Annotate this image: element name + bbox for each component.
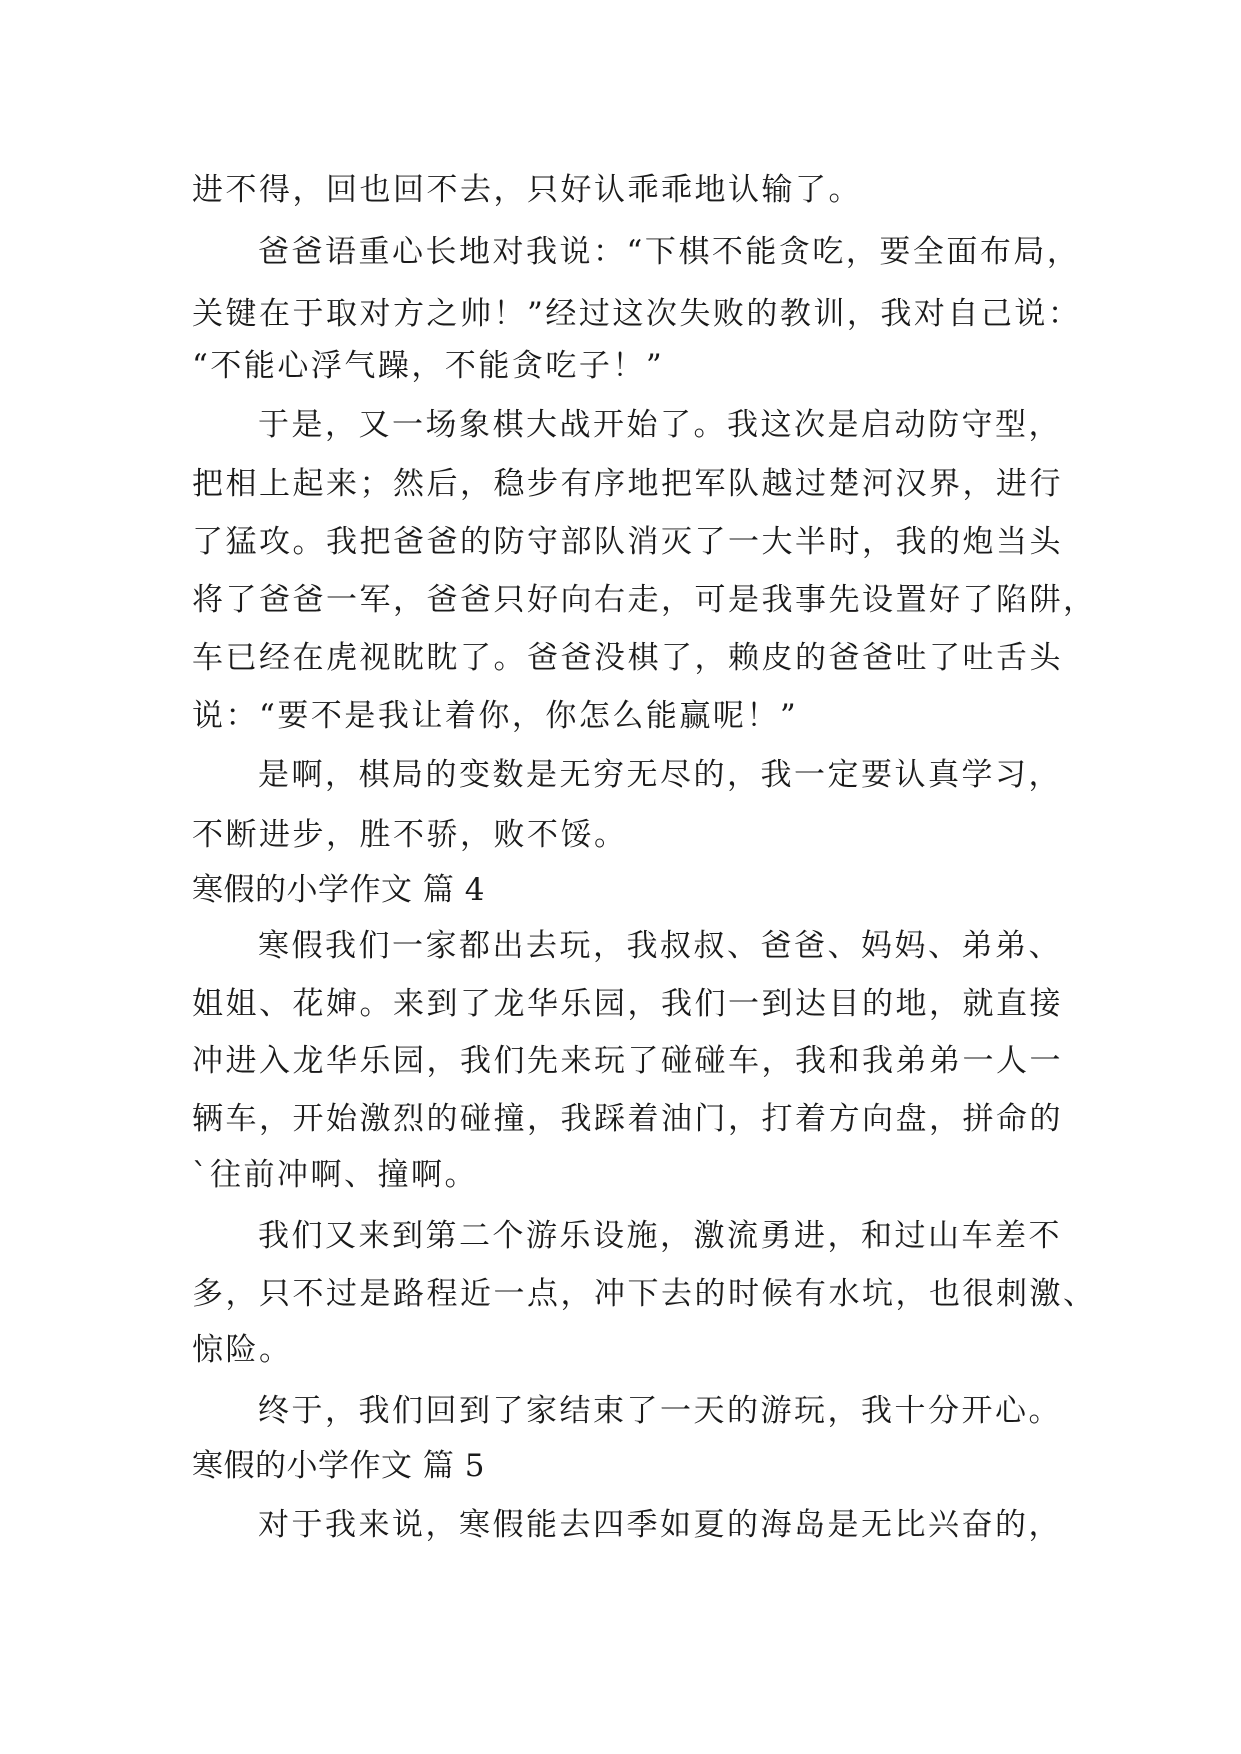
- text-line: 车已经在虎视眈眈了。爸爸没棋了，赖皮的爸爸吐了吐舌头: [192, 640, 1063, 676]
- text-line: `往前冲啊、撞啊。: [192, 1157, 478, 1193]
- paragraph-first-line: 爸爸语重心长地对我说：“下棋不能贪吃，要全面布局，: [258, 234, 1081, 270]
- text-line: 姐姐、花婶。来到了龙华乐园，我们一到达目的地，就直接: [192, 986, 1063, 1022]
- text-line: 进不得，回也回不去，只好认乖乖地认输了。: [192, 172, 862, 208]
- text-line: 把相上起来；然后，稳步有序地把军队越过楚河汉界，进行: [192, 466, 1063, 502]
- text-line: 了猛攻。我把爸爸的防守部队消灭了一大半时，我的炮当头: [192, 524, 1063, 560]
- text-line: 说：“要不是我让着你，你怎么能赢呢！”: [192, 698, 799, 734]
- section-heading: 寒假的小学作文 篇 4: [192, 872, 485, 908]
- paragraph-first-line: 是啊，棋局的变数是无穷无尽的，我一定要认真学习，: [258, 757, 1062, 793]
- text-line: 辆车，开始激烈的碰撞，我踩着油门，打着方向盘，拼命的: [192, 1101, 1063, 1137]
- text-line: 冲进入龙华乐园，我们先来玩了碰碰车，我和我弟弟一人一: [192, 1043, 1063, 1079]
- paragraph-first-line: 寒假我们一家都出去玩，我叔叔、爸爸、妈妈、弟弟、: [258, 928, 1062, 964]
- text-line: 惊险。: [192, 1332, 293, 1368]
- paragraph-first-line: 对于我来说，寒假能去四季如夏的海岛是无比兴奋的，: [258, 1507, 1062, 1543]
- text-line: 关键在于取对方之帅！”经过这次失败的教训，我对自己说：: [192, 296, 1082, 332]
- paragraph-first-line: 我们又来到第二个游乐设施，激流勇进，和过山车差不: [258, 1218, 1062, 1254]
- paragraph-first-line: 终于，我们回到了家结束了一天的游玩，我十分开心。: [258, 1393, 1062, 1429]
- text-line: 多，只不过是路程近一点，冲下去的时候有水坑，也很刺激、: [192, 1276, 1097, 1312]
- text-line: “不能心浮气躁，不能贪吃子！”: [192, 348, 665, 384]
- text-line: 不断进步，胜不骄，败不馁。: [192, 817, 628, 853]
- text-line: 将了爸爸一军，爸爸只好向右走，可是我事先设置好了陷阱，: [192, 582, 1097, 618]
- section-heading: 寒假的小学作文 篇 5: [192, 1448, 485, 1484]
- paragraph-first-line: 于是，又一场象棋大战开始了。我这次是启动防守型，: [258, 407, 1062, 443]
